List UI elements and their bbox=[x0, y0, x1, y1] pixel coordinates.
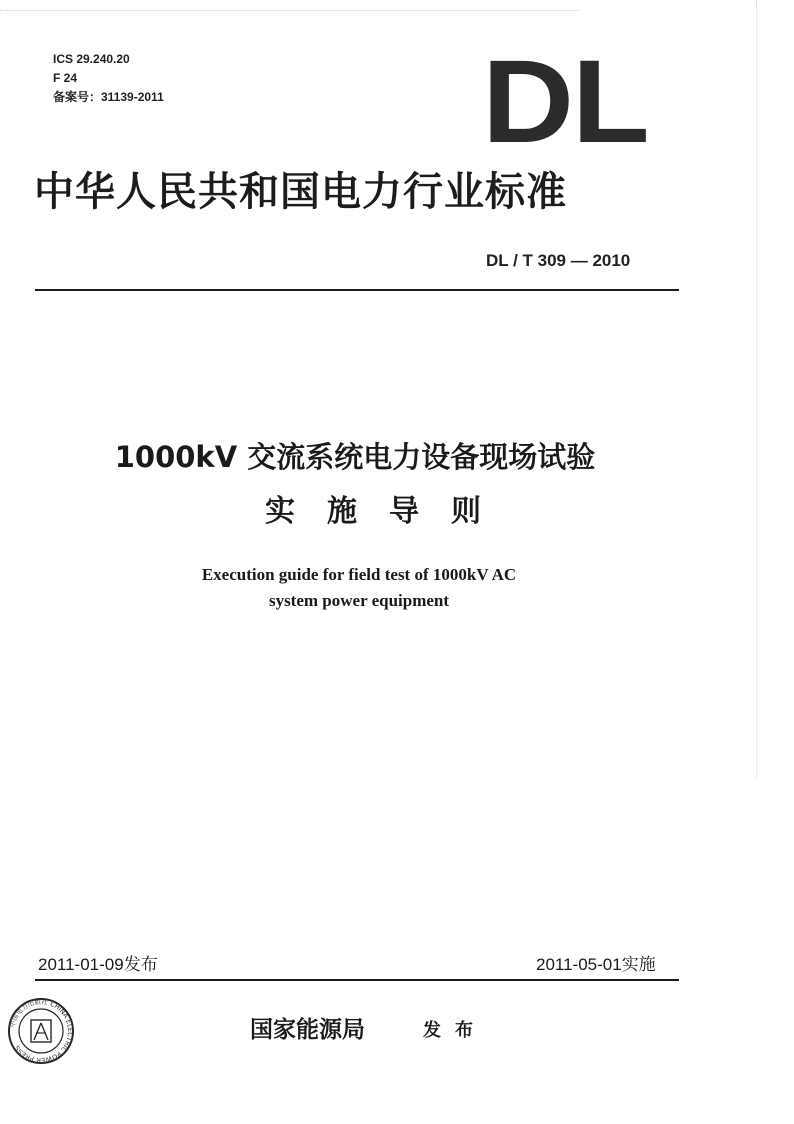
scan-edge-right bbox=[756, 0, 757, 780]
category-code: F 24 bbox=[53, 71, 78, 85]
publisher-name: 国家能源局 bbox=[250, 1017, 365, 1043]
svg-text:中国电力出版社 CHINA ELECTRIC POWER P bbox=[7, 997, 74, 1064]
publish-verb: 发布 bbox=[423, 1020, 487, 1041]
title-cn-line2: 实施导则 bbox=[265, 494, 513, 529]
title-en-line2: system power equipment bbox=[268, 591, 450, 610]
seal-text: 中国电力出版社 CHINA ELECTRIC POWER PRESS bbox=[8, 997, 75, 1065]
footer-divider bbox=[35, 979, 679, 981]
standard-number: DL / T 309 — 2010 bbox=[486, 251, 631, 270]
title-cn-line1: 1000kV 交流系统电力设备现场试验 bbox=[114, 440, 596, 474]
scan-edge-top bbox=[0, 10, 580, 11]
filing-number: 备案号：31139-2011 bbox=[53, 90, 164, 104]
effective-date: 2011-05-01实施 bbox=[536, 955, 656, 974]
ics-code: ICS 29.240.20 bbox=[53, 52, 130, 66]
header-divider bbox=[35, 289, 679, 291]
press-seal-icon bbox=[6, 996, 76, 1066]
title-en-line1: Execution guide for field test of 1000kV AC bbox=[201, 565, 517, 584]
organization-title: 中华人民共和国电力行业标准 bbox=[34, 169, 567, 215]
issue-date: 2011-01-09发布 bbox=[38, 955, 158, 974]
dl-logo: DL bbox=[482, 36, 648, 168]
